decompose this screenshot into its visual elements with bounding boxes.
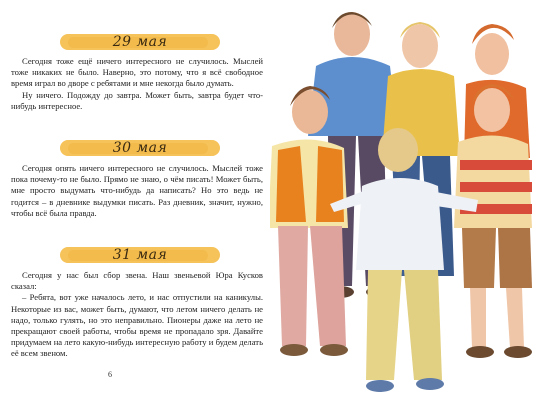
illustration (270, 0, 550, 406)
diary-entry (11, 163, 263, 219)
date-label: 29 мая (112, 34, 168, 50)
paragraph: Ну ничего. Подожду до завтра. Может быть, завтра будет что-нибудь интересное. (11, 89, 263, 111)
text-page (0, 0, 270, 406)
children-group-illustration (270, 0, 550, 406)
paragraph: – Ребята, вот уже началось лето, и нас отпустили на каникулы. Некоторые из вас, может быть, думают, что летом ничего делать не надо, только гулять, но это неправильно. Пионеры даже на лето не прекращают своей работы, чтобы время не пропадало зря. Давайте придумаем на лето какую-нибудь интересную работу и будем делать её всем звеном. (11, 292, 263, 359)
page-number: 6 (108, 370, 112, 379)
date-heading (60, 137, 220, 159)
paragraph: Сегодня опять ничего интересного не случилось. Мыслей тоже пока почему-то не было. Прямо не знаю, о чём писать! Может быть, мне просто выдумать что-нибудь да написать? Но это ведь не годится – в дневнике выдумки писать. Раз дневник, значит, нужно, чтобы всё была правда. (11, 163, 263, 218)
paragraph: Сегодня у нас был сбор звена. Наш звеньевой Юра Кусков сказал: (11, 270, 263, 292)
diary-entry (11, 56, 263, 112)
date-heading (60, 244, 220, 266)
date-heading (60, 31, 220, 53)
paragraph: Сегодня тоже ещё ничего интересного не случилось. Мыслей тоже никаких не было. Наверно, это потому, что я всё свободное время играл во дворе с ребятами и мне некогда было думать. (11, 56, 263, 89)
date-label: 30 мая (112, 140, 168, 156)
diary-entry (11, 270, 263, 360)
date-label: 31 мая (112, 247, 168, 263)
